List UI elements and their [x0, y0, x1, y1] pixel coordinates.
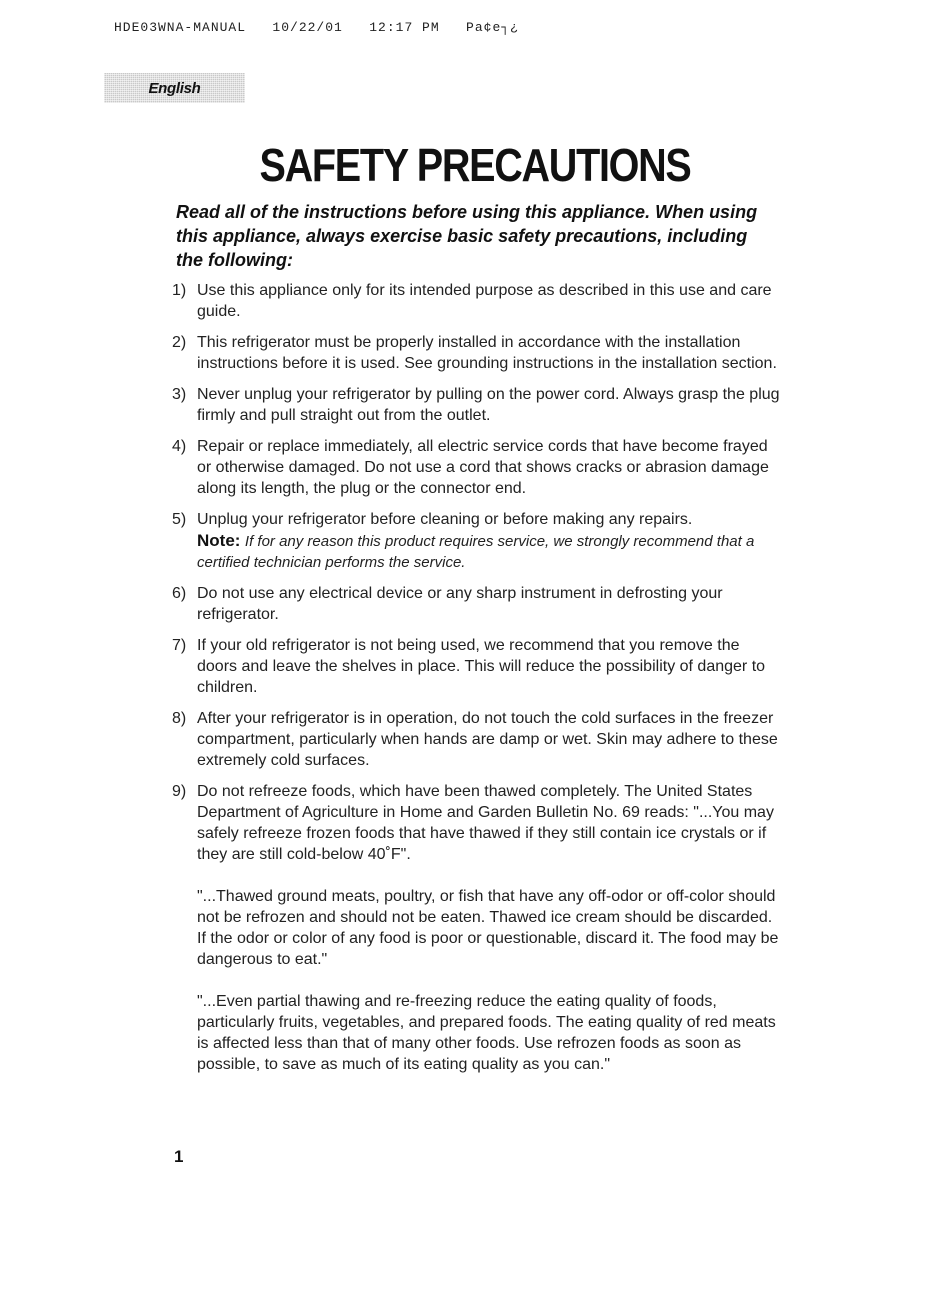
list-item [172, 332, 782, 374]
usda-quote-paragraph: "...Thawed ground meats, poultry, or fish that have any off-odor or off-color should not be refrozen and should not be eaten. Thawed ice cream should be discarded. If the odor or color of any food is poor or questionable, discard it. The food may be dangerous to eat." [197, 888, 779, 968]
item-text: This refrigerator must be properly installed in accordance with the installation instructions before it is used. See grounding instructions in the installation section. [197, 334, 777, 372]
item-text: Repair or replace immediately, all electric service cords that have become frayed or otherwise damaged. Do not use a cord that shows cracks or abrasion damage along its length, the plug or the connector end. [197, 438, 769, 497]
list-item [172, 635, 782, 698]
item-text: Use this appliance only for its intended purpose as described in this use and care guide. [197, 282, 772, 320]
usda-quote-paragraph: "...Even partial thawing and re-freezing reduce the eating quality of foods, particularly fruits, vegetables, and prepared foods. The eating quality of red meats is affected less than that of many other foods. Use refrozen foods as soon as possible, to save as much of its eating quality as you can." [197, 993, 776, 1073]
list-item [172, 781, 782, 1075]
item-number: 1) [172, 282, 187, 299]
item-number: 6) [172, 585, 187, 602]
service-note [197, 530, 782, 573]
item-number: 8) [172, 710, 187, 727]
list-item [172, 280, 782, 322]
list-item [172, 708, 782, 771]
precautions-list [172, 280, 782, 1085]
list-item [172, 509, 782, 573]
item-number: 2) [172, 334, 187, 351]
item-number: 4) [172, 438, 187, 455]
item-number: 7) [172, 637, 187, 654]
item-number: 5) [172, 511, 187, 528]
page-number: 1 [174, 1147, 184, 1166]
note-text: If for any reason this product requires service, we strongly recommend that a certified technician performs the service. [197, 533, 755, 571]
item-text: Unplug your refrigerator before cleaning or before making any repairs. [197, 511, 693, 528]
item-text: Do not refreeze foods, which have been thawed completely. The United States Department of Agriculture in Home and Garden Bulletin No. 69 reads: "...You may safely refreeze frozen foods that have thawed if they still contain ice crystals or if they are still cold-below 40˚F". [197, 783, 774, 863]
language-tab-label: English [148, 79, 201, 97]
intro-text: Read all of the instructions before using this appliance. When using this appliance, always exercise basic safety precautions, including the following: [176, 202, 758, 270]
item-text: If your old refrigerator is not being used, we recommend that you remove the doors and leave the shelves in place. This will reduce the possibility of danger to children. [197, 637, 766, 696]
print-header: HDE03WNA-MANUAL 10/22/01 12:17 PM Pa¢e┐¿ [114, 20, 519, 35]
language-tab [104, 73, 245, 103]
item-number: 3) [172, 386, 187, 403]
list-item [172, 583, 782, 625]
list-item [172, 436, 782, 499]
page-title: SAFETY PRECAUTIONS [259, 139, 691, 191]
item-text: After your refrigerator is in operation, do not touch the cold surfaces in the freezer compartment, particularly when hands are damp or wet. Skin may adhere to these extremely cold surfaces. [197, 710, 778, 769]
list-item [172, 384, 782, 426]
item-number: 9) [172, 783, 187, 800]
item-text: Do not use any electrical device or any sharp instrument in defrosting your refrigerator. [197, 585, 723, 623]
item-text: Never unplug your refrigerator by pulling on the power cord. Always grasp the plug firmly and pull straight out from the outlet. [197, 386, 780, 424]
note-label: Note: [197, 531, 241, 550]
